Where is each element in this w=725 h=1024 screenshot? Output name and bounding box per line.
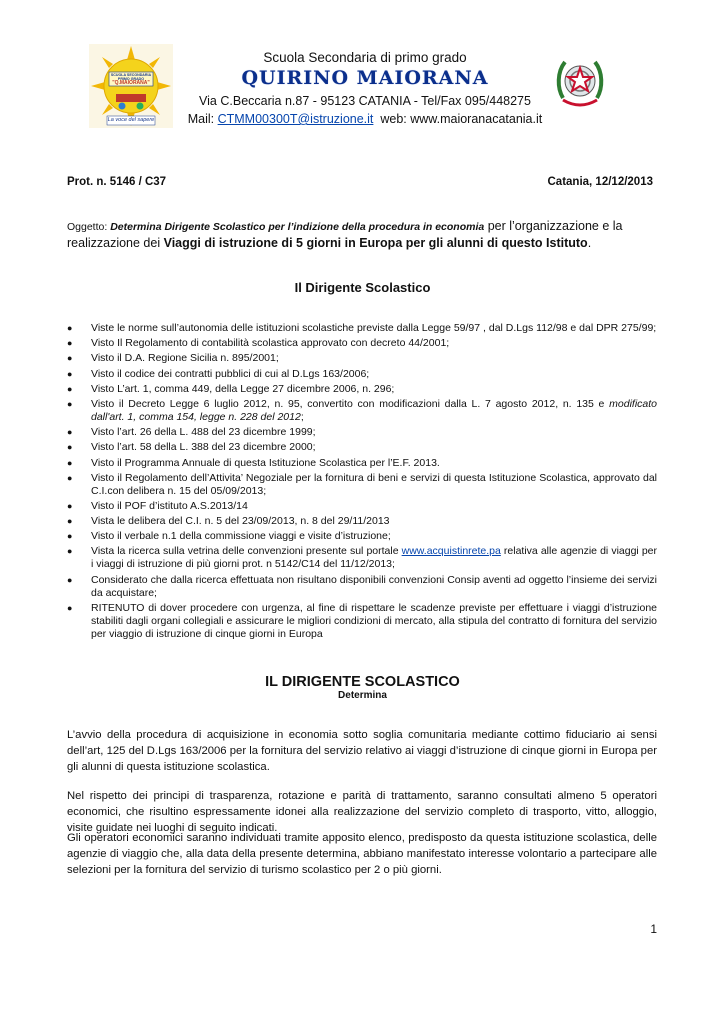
bullet-icon: ● (67, 500, 73, 511)
bullet-icon: ● (67, 531, 73, 542)
page-number: 1 (650, 922, 657, 936)
list-item (67, 457, 657, 470)
list-item-text: Vista le delibera del C.I. n. 5 del 23/09/2013, n. 8 del 29/11/2013 (91, 515, 390, 528)
bullet-icon: ● (67, 457, 73, 468)
bullet-icon: ● (67, 338, 73, 349)
italian-republic-emblem-icon (555, 54, 605, 112)
section-title-determina: IL DIRIGENTE SCOLASTICO (265, 674, 460, 690)
list-item (67, 472, 657, 498)
school-logo (89, 44, 173, 128)
list-item (67, 441, 657, 454)
list-item-end: ; (300, 410, 304, 423)
subject-text: per l’organizzazione e la realizzazione dei (67, 219, 623, 250)
list-item (67, 398, 657, 424)
list-item-text: RITENUTO di dover procedere con urgenza, al fine di rispettare le scadenze previste per effettuare i viaggi d’istruzione stabiliti dagli organi collegiali e assicurare le migliori condizioni di mercato, alla stipula del contratto di fornitura del servizio per viaggio di istruzione di cinque giorni in Europa (91, 601, 657, 640)
list-item (67, 383, 657, 396)
mail-label: Mail: (187, 112, 218, 126)
list-item-text: Visto il D.A. Regione Sicilia n. 895/2001; (91, 352, 279, 365)
paragraph: Gli operatori economici saranno individuati tramite apposito elenco, predisposto da questa istituzione scolastica, delle agenzie di viaggio che, alla data della presente determina, abbiano manifestato interesse volontario a partecipare alle selezioni per la fornitura del servizio di turismo scolastico per 2 o più giorni. (67, 832, 657, 876)
list-item-text: Visto il Decreto Legge 6 luglio 2012, n. 95, convertito con modificazioni dalla L. 7 agosto 2012, n. 135 e (91, 397, 610, 410)
list-item-text: Visto il Regolamento dell’Attivita’ Negoziale per la fornitura di beni e servizi di questa Istituzione Scolastica, approvato dal C.I.con delibera n. 15 del 05/09/2013; (91, 471, 657, 497)
list-item (67, 574, 657, 600)
paragraph: Nel rispetto dei principi di trasparenza, rotazione e parità di trattamento, saranno consultati almeno 5 operatori economici, che risultino espressamente idonei alla realizzazione del servizio completo di trasporto, vitto, alloggio, visite guidate nei luoghi di seguito indicati. (67, 790, 657, 834)
list-item-text: Visto il verbale n.1 della commissione viaggi e visite d’istruzione; (91, 530, 391, 543)
list-item (67, 545, 657, 571)
logo-top-text: SCUOLA SECONDARIA PRIMO GRADO (110, 73, 152, 81)
paragraph: L’avvio della procedura di acquisizione in economia sotto soglia comunitaria mediante cottimo fiduciario ai sensi dell’art, 125 del D.Lgs 163/2006 per la fornitura del servizio relativo ai viaggi d’istruzione di cinque giorni in Europa per gli alunni di questa istituzione scolastica. (67, 729, 657, 773)
list-item (67, 337, 657, 350)
bullet-icon: ● (67, 472, 73, 483)
list-item (67, 426, 657, 439)
section-subtitle: Determina (338, 690, 387, 701)
republic-emblem (555, 54, 605, 112)
logo-bottom-text: La voce del sapere (107, 117, 155, 123)
logo-name-text: "Q.MAIORANA" (112, 80, 150, 86)
protocol-number: Prot. n. 5146 / C37 (67, 176, 167, 188)
list-item (67, 500, 657, 513)
bullet-icon: ● (67, 398, 73, 409)
list-item-text: Visto il codice dei contratti pubblici di cui al D.Lgs 163/2006; (91, 367, 370, 380)
bullet-icon: ● (67, 574, 73, 585)
list-item-text: Visto il Programma Annuale di questa Istituzione Scolastica per l’E.F. 2013. (91, 456, 440, 469)
subject-italic: Determina Dirigente Scolastico per l’indizione della procedura in economia (110, 221, 485, 233)
document-date: Catania, 12/12/2013 (547, 176, 653, 188)
bullet-icon: ● (67, 442, 73, 453)
letterhead (175, 50, 555, 128)
subject-end: . (587, 236, 592, 250)
bullet-icon: ● (67, 383, 73, 394)
bullet-icon: ● (67, 516, 73, 527)
bullet-icon: ● (67, 323, 73, 333)
list-item (67, 322, 657, 335)
school-contacts (175, 110, 555, 128)
list-item (67, 368, 657, 381)
bullet-icon: ● (67, 427, 73, 438)
school-logo-sun-icon (89, 44, 173, 128)
bullet-icon: ● (67, 353, 73, 364)
subject (67, 218, 657, 251)
section-title: Il Dirigente Scolastico (294, 280, 431, 295)
list-item (67, 602, 657, 641)
list-item-end: relativa alle agenzie di viaggi per i viaggi di istruzione di più giorni prot. n 5142/C14 del 11/12/2013; (91, 545, 657, 571)
subject-label: Oggetto: (67, 221, 111, 233)
list-item-text: Visto Il Regolamento di contabilità scolastica approvato con decreto 44/2001; (91, 337, 450, 350)
list-item-italic: modificato dall'art. 1, comma 154, legge n. 228 del 2012 (91, 397, 657, 423)
bullet-icon: ● (67, 602, 73, 613)
bullet-icon: ● (67, 546, 73, 557)
list-item-text: Visto l’art. 58 della L. 388 del 23 dicembre 2000; (91, 441, 316, 454)
list-item-text: Vista la ricerca sulla vetrina delle convenzioni presente sul portale (91, 545, 402, 558)
list-item (67, 352, 657, 365)
school-address: Via C.Beccaria n.87 - 95123 CATANIA - Tel/Fax 095/448275 (199, 94, 531, 108)
subject-bold: Viaggi di istruzione di 5 giorni in Europa per gli alunni di questo Istituto (163, 236, 588, 250)
web-label: web: www.maioranacatania.it (373, 112, 543, 126)
bullet-icon: ● (67, 368, 73, 379)
school-name: QUIRINO MAIORANA (241, 67, 489, 89)
list-item-text: Viste le norme sull’autonomia delle istituzioni scolastiche previste dalla Legge 59/97 , dal D.Lgs 112/98 e dal DPR 275/99; (91, 322, 657, 334)
list-item-text: Considerato che dalla ricerca effettuata non risultano disponibili convenzioni Consip aventi ad oggetto l’insieme dei servizi da acquistare; (91, 573, 657, 599)
list-item-text: Visto L’art. 1, comma 449, della Legge 27 dicembre 2006, n. 296; (91, 382, 395, 395)
school-type: Scuola Secondaria di primo grado (263, 50, 467, 65)
mail-link[interactable]: CTMM00300T@istruzione.it (217, 112, 374, 126)
premises-list (67, 322, 657, 643)
list-item-text: Visto l’art. 26 della L. 488 del 23 dicembre 1999; (91, 426, 316, 439)
acquistinrete-link[interactable]: www.acquistinrete.pa (401, 545, 501, 558)
list-item-text: Visto il POF d’istituto A.S.2013/14 (91, 499, 248, 512)
list-item (67, 530, 657, 543)
list-item (67, 515, 657, 528)
